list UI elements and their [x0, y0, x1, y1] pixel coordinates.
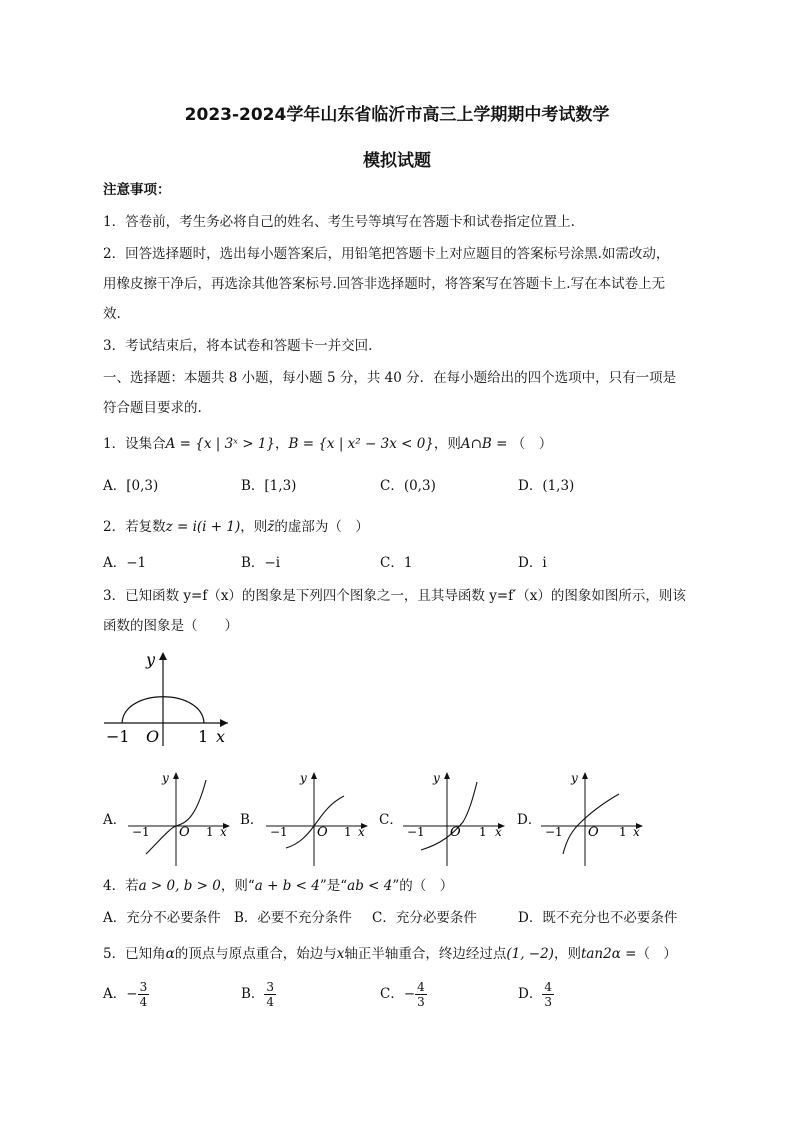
neg1-label: −1	[106, 727, 130, 746]
q5-blank: （ ）	[636, 946, 677, 962]
svg-text:x: x	[633, 825, 640, 839]
svg-text:O: O	[179, 825, 190, 840]
graph-option-b	[264, 768, 374, 868]
fraction: $\frac{4}{3}$	[544, 980, 552, 1009]
section-heading: 一、选择题：本题共 8 小题，每小题 5 分，共 40 分．在每小题给出的四个选项中，只有一项是	[103, 370, 677, 386]
graph-option-d	[539, 768, 649, 868]
svg-text:x: x	[358, 825, 365, 839]
q4-prefix: 4．若	[103, 878, 139, 894]
curve-d	[563, 794, 619, 854]
x-label: x	[216, 727, 226, 746]
svg-text:y: y	[300, 771, 307, 785]
q5-option-a: A．− $\frac{3}{4}$	[103, 980, 148, 1009]
q3-option-c: C．	[379, 812, 403, 828]
svg-text:−1: −1	[545, 825, 563, 839]
q4-mid2: ”是“	[319, 878, 348, 894]
q1-blank: = （ ）	[491, 436, 553, 452]
q1-option-c: C．(0,3)	[380, 478, 436, 494]
q2-option-b: B．−i	[241, 555, 281, 571]
notice-heading: 注意事项：	[103, 182, 171, 198]
q1-set-a: A = {x | 3ˣ > 1}	[165, 436, 276, 452]
notice-item-2-end: 效.	[103, 306, 121, 322]
q4-q: ab < 4	[347, 878, 393, 894]
q5-x: x	[336, 946, 345, 962]
notice-item-1: 1．答卷前，考生务必将自己的姓名、考生号等填写在答题卡和试卷指定位置上.	[103, 214, 575, 230]
fraction: $\frac{4}{3}$	[417, 980, 425, 1009]
x-axis-arrow	[220, 719, 228, 727]
exam-subtitle: 模拟试题	[363, 151, 431, 171]
svg-text:1: 1	[344, 825, 352, 839]
derivative-graph	[100, 648, 240, 748]
svg-text:x: x	[495, 825, 502, 839]
q1-suffix: ，则	[433, 436, 461, 452]
y-axis-arrow	[159, 652, 167, 660]
svg-text:1: 1	[206, 825, 214, 839]
q4-mid1: ，则“	[220, 878, 255, 894]
fraction: $\frac{3}{4}$	[266, 980, 275, 1009]
q2-option-d: D．i	[518, 555, 547, 571]
q2-suffix: 的虚部为（ ）	[274, 519, 369, 535]
section-heading-cont: 符合题目要求的.	[103, 400, 202, 416]
graph-option-a	[126, 768, 236, 868]
q5-prefix: 5．已知角	[103, 946, 166, 962]
question-3: 3．已知函数 y=f（x）的图象是下列四个图象之一，且其导函数 y=f′（x）的图象如图所示，则该	[103, 588, 686, 604]
q5-option-d: D． $\frac{4}{3}$	[518, 980, 552, 1009]
q4-option-b: B．必要不充分条件	[234, 910, 352, 926]
curve-c	[421, 782, 477, 850]
svg-text:y: y	[162, 771, 169, 785]
q2-mid: ，则	[240, 519, 268, 535]
q2-zbar: z̄	[267, 519, 275, 535]
q5-expr: tan2α =	[580, 946, 637, 962]
fraction: $\frac{3}{4}$	[139, 980, 148, 1009]
q1-option-b: B．[1,3)	[241, 478, 297, 494]
svg-text:1: 1	[479, 825, 487, 839]
q4-p: a + b < 4	[254, 878, 320, 894]
q3-option-d: D．	[517, 812, 542, 828]
curve-b	[286, 796, 344, 848]
svg-text:O: O	[450, 825, 461, 840]
q4-option-c: C．充分必要条件	[372, 910, 477, 926]
notice-item-2-cont: 用橡皮擦干净后，再选涂其他答案标号.回答非选择题时，将答案写在答题卡上.写在本试卷上无	[103, 276, 666, 292]
exam-title: 2023-2024学年山东省临沂市高三上学期期中考试数学	[184, 105, 610, 125]
graph-option-c	[401, 768, 511, 868]
svg-text:−1: −1	[270, 825, 288, 839]
q5-alpha: α	[165, 946, 175, 962]
q5-mid3: ，则	[553, 946, 581, 962]
q3-option-b: B．	[240, 812, 264, 828]
svg-text:1: 1	[619, 825, 627, 839]
question-3-cont: 函数的图象是（ ）	[103, 618, 238, 634]
q4-option-d: D．既不充分也不必要条件	[518, 910, 678, 926]
svg-text:O: O	[588, 825, 599, 840]
pos1-label: 1	[198, 727, 209, 746]
q5-point: (1, −2)	[506, 946, 554, 962]
svg-text:y: y	[571, 771, 578, 785]
q3-option-a: A．	[103, 812, 127, 828]
q1-option-a: A．[0,3)	[103, 478, 159, 494]
q1-option-d: D．(1,3)	[518, 478, 575, 494]
notice-item-2: 2．回答选择题时，选出每小题答案后，用铅笔把答题卡上对应题目的答案标号涂黑.如需改动，	[103, 246, 670, 262]
q5-mid1: 的顶点与原点重合，始边与	[174, 946, 337, 962]
q2-expr: z = i(i + 1)	[165, 519, 241, 535]
q4-cond: a > 0, b > 0	[138, 878, 221, 894]
q2-prefix: 2．若复数	[103, 519, 166, 535]
notice-item-3: 3．考试结束后，将本试卷和答题卡一并交回.	[103, 338, 373, 354]
svg-text:x: x	[220, 825, 227, 839]
question-4	[103, 876, 453, 896]
q5-mid2: 轴正半轴重合，终边经过点	[344, 946, 507, 962]
q4-suffix: ”的（ ）	[392, 878, 454, 894]
question-1	[103, 434, 552, 454]
q1-set-b: B = {x | x² − 3x < 0}	[288, 436, 434, 452]
q4-option-a: A．充分不必要条件	[103, 910, 221, 926]
svg-text:−1: −1	[407, 825, 425, 839]
q5-option-c: C．− $\frac{4}{3}$	[380, 980, 425, 1009]
svg-text:y: y	[433, 771, 440, 785]
q2-option-a: A．−1	[103, 555, 147, 571]
q1-sep: ，	[275, 436, 289, 452]
q5-option-b: B． $\frac{3}{4}$	[241, 980, 275, 1009]
q1-prefix: 1．设集合	[103, 436, 166, 452]
origin-label: O	[146, 727, 160, 746]
q2-option-c: C．1	[380, 555, 413, 571]
q1-expr: A∩B	[460, 436, 492, 452]
question-5	[103, 944, 677, 964]
question-2	[103, 517, 369, 537]
y-label: y	[146, 650, 156, 669]
svg-text:O: O	[317, 825, 328, 840]
svg-text:−1: −1	[132, 825, 150, 839]
